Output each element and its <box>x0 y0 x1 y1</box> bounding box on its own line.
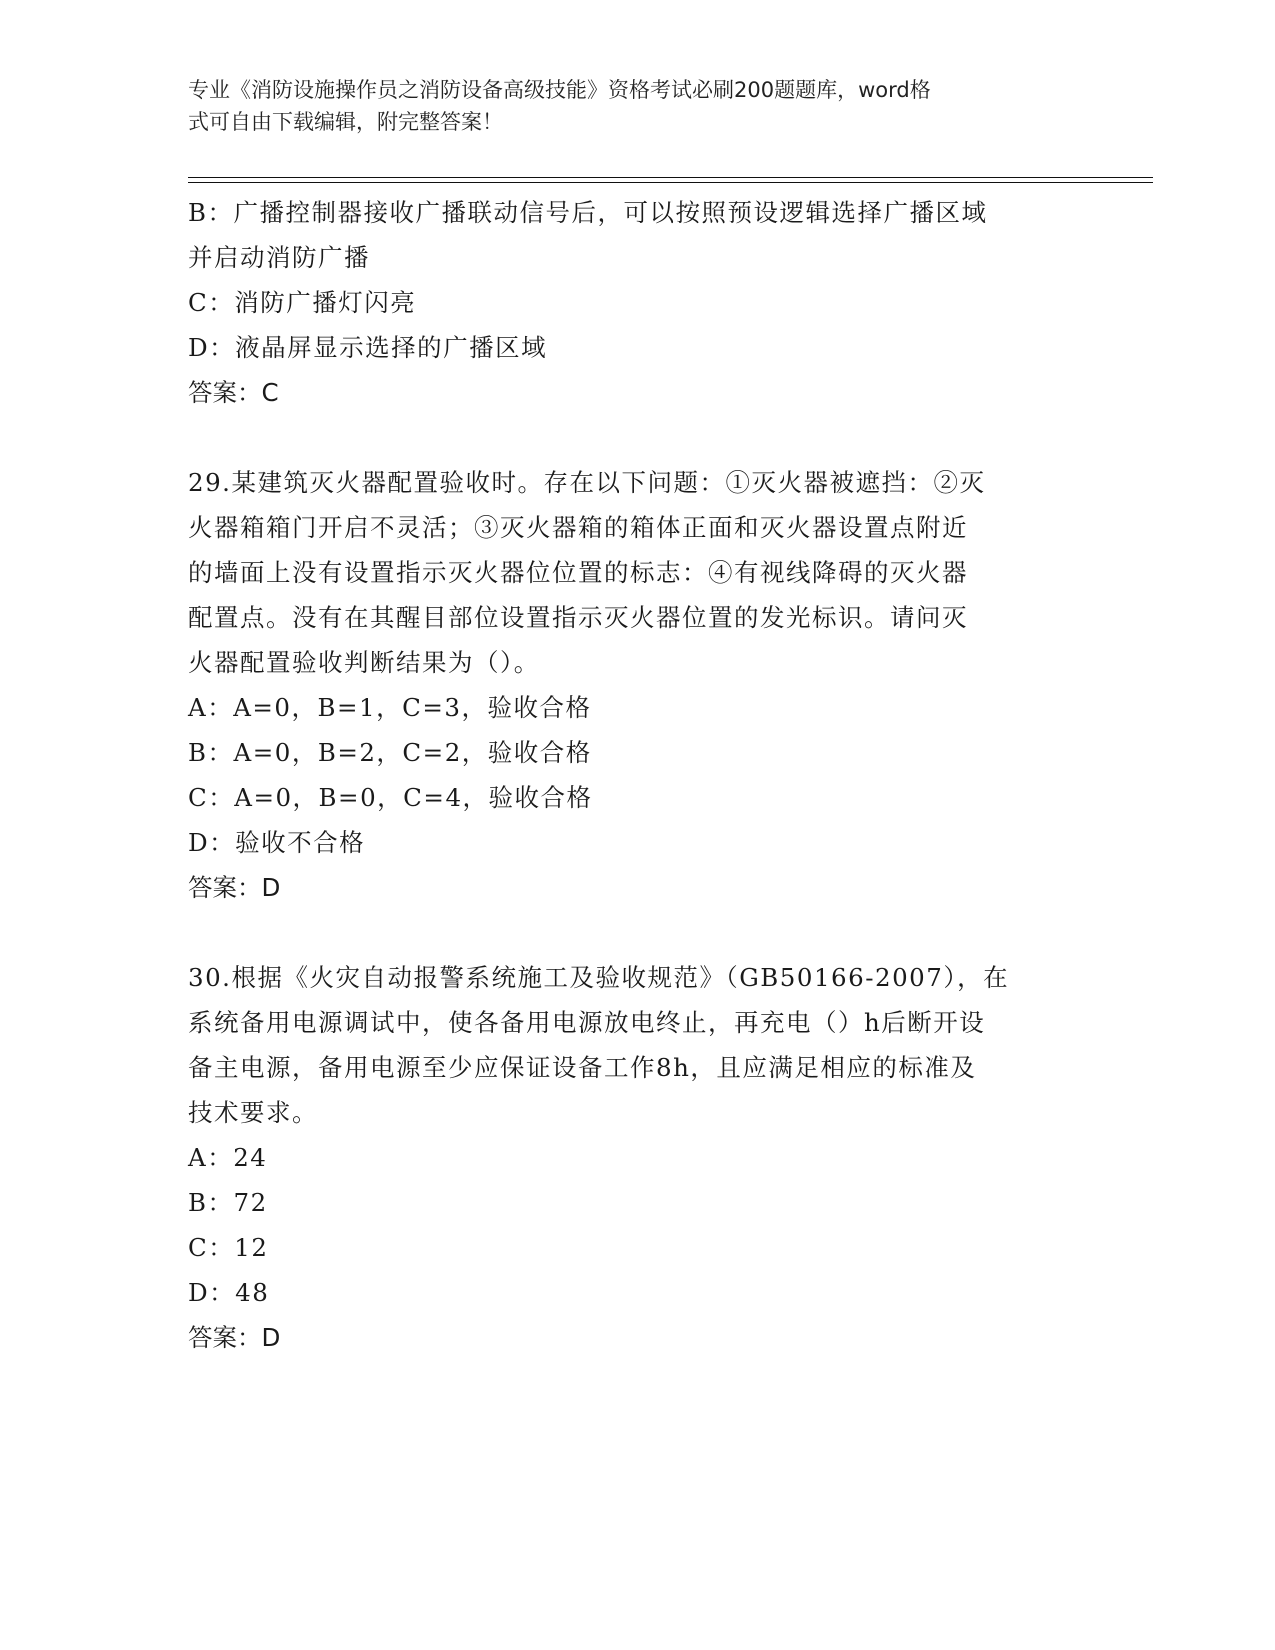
option-a: A：A=0，B=1，C=3，验收合格 <box>188 693 592 722</box>
document-body <box>188 190 1088 1360</box>
option-d: D：48 <box>188 1278 270 1307</box>
previous-question-block <box>188 190 1088 415</box>
question-stem-line: 系统备用电源调试中，使各备用电源放电终止，再充电（）h后断开设 <box>188 1008 986 1037</box>
question-stem-line: 30.根据《火灾自动报警系统施工及验收规范》（GB50166-2007），在 <box>188 963 1010 992</box>
spacer <box>188 910 1088 955</box>
option-b: B：A=0，B=2，C=2，验收合格 <box>188 738 592 767</box>
question-29-block <box>188 460 1088 910</box>
question-30-block <box>188 955 1088 1360</box>
option-c: C：消防广播灯闪亮 <box>188 288 417 317</box>
answer-line: 答案：D <box>188 1323 281 1352</box>
option-a: A：24 <box>188 1143 268 1172</box>
header-line-1: 专业《消防设施操作员之消防设备高级技能》资格考试必刷200题题库，word格 <box>188 78 931 102</box>
question-stem-line: 火器配置验收判断结果为（）。 <box>188 648 540 677</box>
option-b: B：72 <box>188 1188 268 1217</box>
question-stem-line: 备主电源，备用电源至少应保证设备工作8h，且应满足相应的标准及 <box>188 1053 977 1082</box>
option-d: D：液晶屏显示选择的广播区域 <box>188 333 548 362</box>
header-divider-bottom <box>188 182 1153 183</box>
question-stem-line: 火器箱箱门开启不灵活；③灭火器箱的箱体正面和灭火器设置点附近 <box>188 513 968 542</box>
option-c: C：12 <box>188 1233 269 1262</box>
header-divider-top <box>188 177 1153 178</box>
option-b: B：广播控制器接收广播联动信号后，可以按照预设逻辑选择广播区域 <box>188 198 988 227</box>
answer-line: 答案：C <box>188 378 279 407</box>
question-stem-line: 配置点。没有在其醒目部位设置指示灭火器位置的发光标识。请问灭 <box>188 603 968 632</box>
header-line-2: 式可自由下载编辑，附完整答案！ <box>188 110 503 134</box>
page-header <box>188 74 1088 138</box>
option-c: C：A=0，B=0，C=4，验收合格 <box>188 783 593 812</box>
spacer <box>188 415 1088 460</box>
question-stem-line: 技术要求。 <box>188 1098 318 1127</box>
question-stem-line: 的墙面上没有设置指示灭火器位位置的标志：④有视线降碍的灭火器 <box>188 558 968 587</box>
option-b-continued: 并启动消防广播 <box>188 243 370 272</box>
question-stem-line: 29.某建筑灭火器配置验收时。存在以下问题：①灭火器被遮挡：②灭 <box>188 468 986 497</box>
option-d: D：验收不合格 <box>188 828 366 857</box>
answer-line: 答案：D <box>188 873 281 902</box>
